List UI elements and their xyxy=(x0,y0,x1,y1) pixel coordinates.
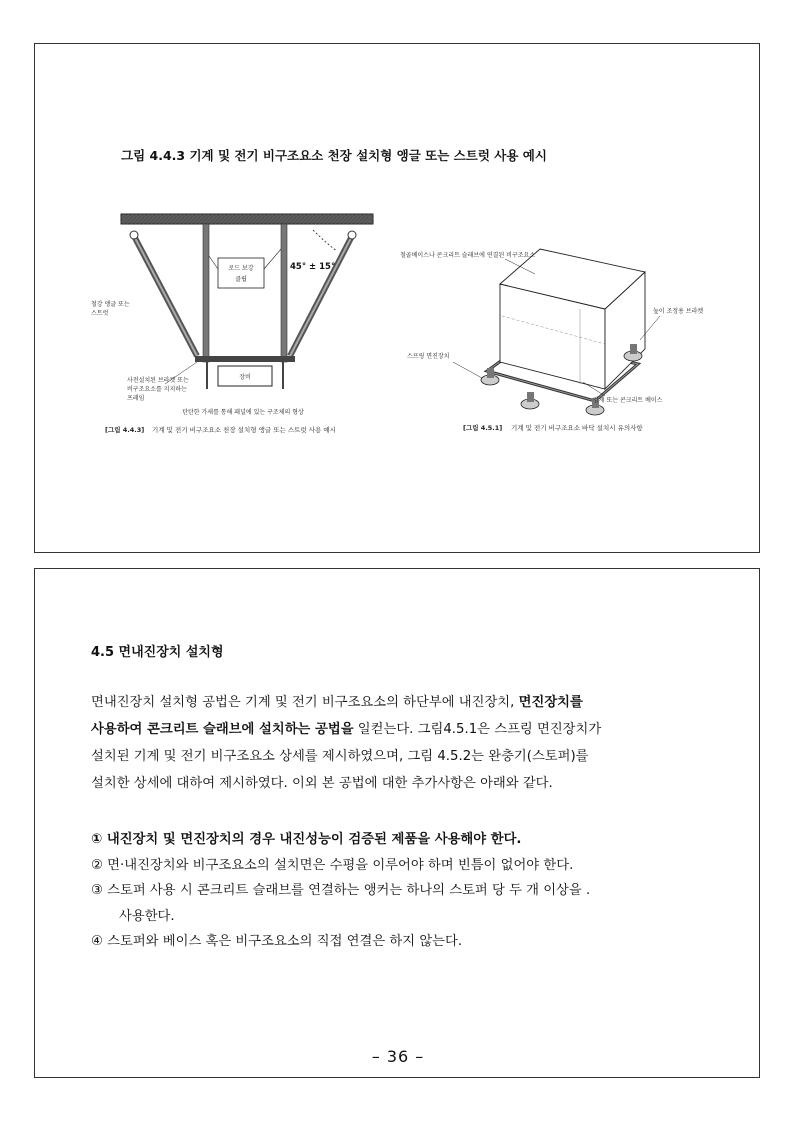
label-frame-2: 비구조요소를 지지하는 xyxy=(127,386,187,393)
paragraph-line-4: 설치한 상세에 대하여 제시하였다. 이외 본 공법에 대한 추가사항은 아래와 같다. xyxy=(91,776,553,791)
label-top: 철골베이스나 콘크리트 슬래브에 연결된 비구조요소 xyxy=(400,252,536,259)
caption-right: 기계 및 전기 비구조요소 바닥 설치시 유의사항 xyxy=(511,424,643,432)
hanger-rod-right xyxy=(281,224,287,362)
requirement-list xyxy=(91,827,741,955)
figure-title: 그림 4.4.3 기계 및 전기 비구조요소 천장 설치형 앵글 또는 스트럿 사용 예시 xyxy=(121,148,547,163)
paragraph-line-1: 면내진장치 설치형 공법은 기계 및 전기 비구조요소의 하단부에 내진장치, 면진장치를 xyxy=(91,695,583,710)
label-spring: 스프링 면진장치 xyxy=(407,353,450,360)
label-structure: 탄탄한 가새를 통해 패널에 있는 구조체의 형상 xyxy=(182,409,304,416)
label-frame-3: 프레임 xyxy=(127,395,145,402)
text-panel xyxy=(34,568,760,1078)
label-strut-2: 스트럿 xyxy=(91,310,109,317)
section-title: 4.5 면내진장치 설치형 xyxy=(91,645,224,660)
list-item: ② 면·내진장치와 비구조요소의 설치면은 수평을 이루어야 하며 빈틈이 없어야 한다. xyxy=(91,857,574,873)
ceiling-slab-hatch xyxy=(121,214,373,224)
label-base: 강재 또는 콘크리트 베이스 xyxy=(593,397,663,404)
figure-panel xyxy=(34,43,760,553)
label-clip: 클립 xyxy=(235,276,247,283)
body-paragraph xyxy=(91,689,731,797)
caption-tag-left: [그림 4.4.3] xyxy=(105,426,145,434)
clip-label-box xyxy=(218,258,264,288)
list-item: ④ 스토퍼와 베이스 혹은 비구조요소의 직접 연결은 하지 않는다. xyxy=(91,934,463,949)
floor-mounted-diagram xyxy=(400,249,703,432)
paragraph-line-3: 설치된 기계 및 전기 비구조요소 상세를 제시하였으며, 그림 4.5.2는 완충기(스토퍼)를 xyxy=(91,749,589,764)
angle-label: 45° ± 15° xyxy=(290,262,336,272)
label-equipment: 장비 xyxy=(239,374,251,381)
label-frame-1: 사전설치된 브라켓 또는 xyxy=(127,377,189,384)
list-item-continuation: 사용한다. xyxy=(119,908,175,924)
list-item: ③ 스토퍼 사용 시 콘크리트 슬래브를 연결하는 앵커는 하나의 스토퍼 당 두 개 이상을 . xyxy=(91,883,591,898)
label-rod: 로드 보강 xyxy=(228,265,254,272)
page-number: – 36 – xyxy=(371,1047,425,1066)
hanger-rod-left xyxy=(203,224,209,362)
caption-left: 기계 및 전기 비구조요소 천장 설치형 앵글 또는 스트럿 사용 예시 xyxy=(152,426,336,434)
label-strut-1: 철강 앵글 또는 xyxy=(91,301,130,308)
ceiling-brace-diagram xyxy=(91,214,373,434)
caption-tag-right: [그림 4.5.1] xyxy=(463,424,503,432)
paragraph-line-2: 사용하여 콘크리트 슬래브에 설치하는 공법을 일컫는다. 그림4.5.1은 스프링 면진장치가 xyxy=(91,722,602,737)
list-item: ① 내진장치 및 면진장치의 경우 내진성능이 검증된 제품을 사용해야 한다. xyxy=(91,832,522,847)
figure-illustrations xyxy=(35,44,761,554)
support-frame xyxy=(195,356,295,362)
label-right: 높이 조정용 브라켓 xyxy=(653,308,704,315)
